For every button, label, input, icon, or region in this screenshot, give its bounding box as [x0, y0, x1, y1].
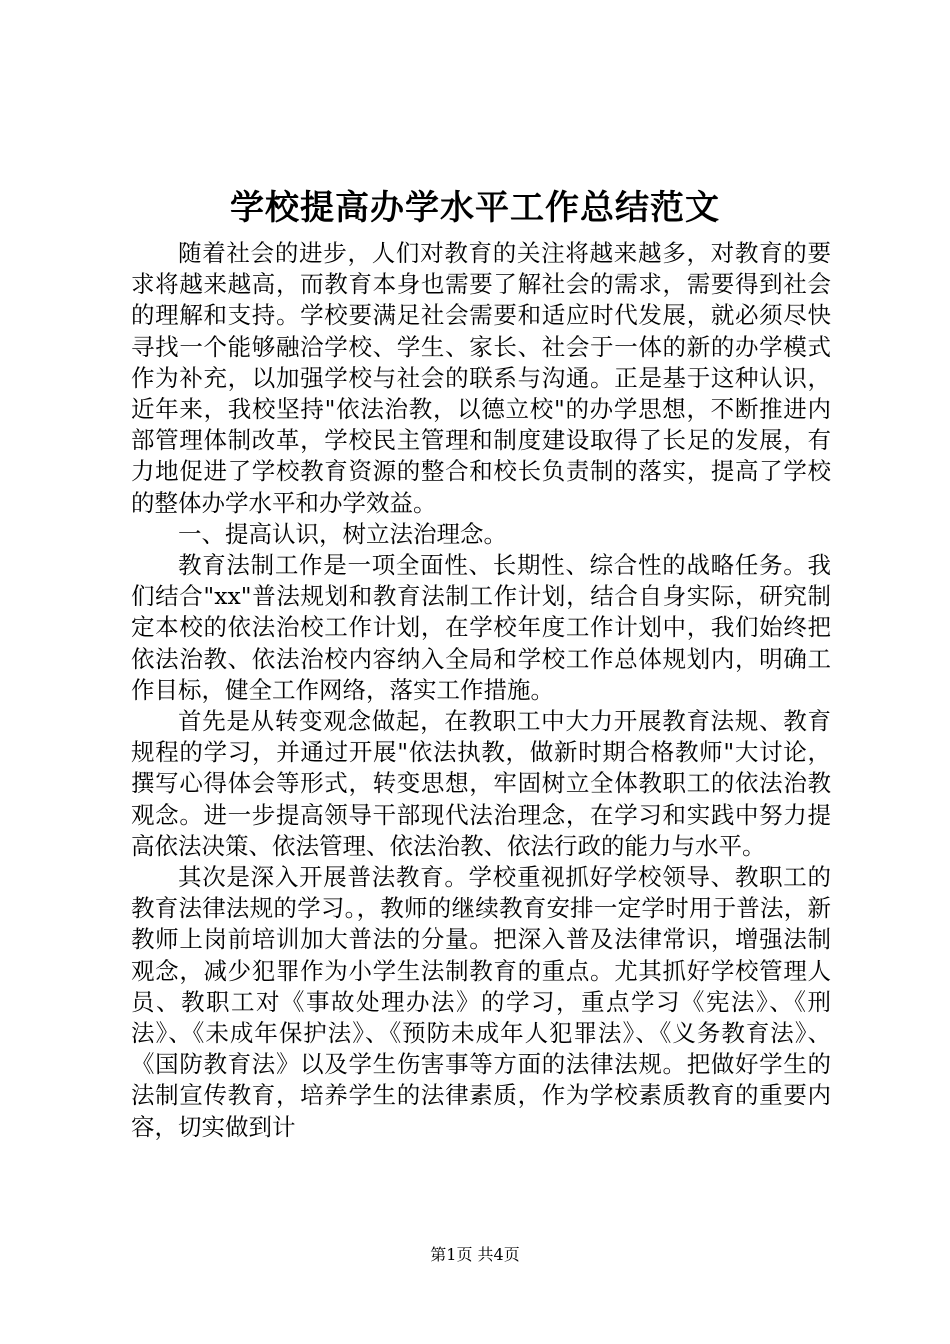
- section-heading-1: 一、提高认识，树立法治理念。: [178, 519, 507, 548]
- paragraph-legal-work: 教育法制工作是一项全面性、长期性、综合性的战略任务。我们结合"xx"普法规划和教育法制工作计划，结合自身实际，研究制定本校的依法治校工作计划，在学校年度工作计划中，我们始终把依法治教、依法治校内容纳入全局和学校工作总体规划内，明确工作目标，健全工作网络，落实工作措施。: [131, 551, 831, 704]
- paragraph-second-step: 其次是深入开展普法教育。学校重视抓好学校领导、教职工的教育法律法规的学习。，教师的继续教育安排一定学时用于普法，新教师上岗前培训加大普法的分量。把深入普及法律常识，增强法制观念，减少犯罪作为小学生法制教育的重点。尤其抓好学校管理人员、教职工对《事故处理办法》的学习，重点学习《宪法》、《刑法》、《未成年保护法》、《预防未成年人犯罪法》、《义务教育法》、《国防教育法》以及学生伤害事等方面的法律法规。把做好学生的法制宣传教育，培养学生的法律素质，作为学校素质教育的重要内容，切实做到计: [131, 863, 831, 1141]
- paragraph-intro: 随着社会的进步，人们对教育的关注将越来越多，对教育的要求将越来越高，而教育本身也需要了解社会的需求，需要得到社会的理解和支持。学校要满足社会需要和适应时代发展，就必须尽快寻找一个能够融洽学校、学生、家长、社会于一体的新的办学模式作为补充，以加强学校与社会的联系与沟通。正是基于这种认识，近年来，我校坚持"依法治教，以德立校"的办学思想，不断推进内部管理体制改革，学校民主管理和制度建设取得了长足的发展，有力地促进了学校教育资源的整合和校长负责制的落实，提高了学校的整体办学水平和办学效益。: [131, 239, 831, 517]
- document-body: [131, 238, 831, 1143]
- paragraph-first-step: 首先是从转变观念做起，在教职工中大力开展教育法规、教育规程的学习，并通过开展"依法执教，做新时期合格教师"大讨论，撰写心得体会等形式，转变思想，牢固树立全体教职工的依法治教观念。进一步提高领导干部现代法治理念，在学习和实践中努力提高依法决策、依法管理、依法治教、依法行政的能力与水平。: [131, 707, 831, 860]
- page-number-footer: 第1页 共4页: [430, 1245, 520, 1264]
- page-title: 学校提高办学水平工作总结范文: [230, 188, 720, 228]
